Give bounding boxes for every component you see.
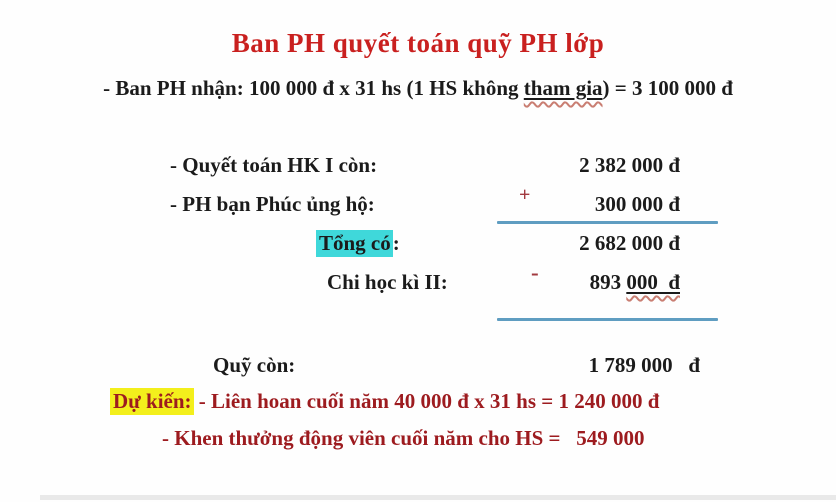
intro-underlined-text: tham gia bbox=[523, 76, 603, 100]
sum-line-bottom bbox=[497, 318, 718, 321]
intro-line bbox=[0, 76, 836, 101]
plan-heading-highlight: Dự kiến: bbox=[110, 388, 194, 415]
intro-prefix: - Ban PH nhận: 100 000 đ x 31 hs (1 HS không bbox=[103, 76, 524, 100]
row-expense-value bbox=[590, 270, 680, 295]
row-hk1-label: - Quyết toán HK I còn: bbox=[170, 153, 378, 177]
plan-line-2: - Khen thưởng động viên cuối năm cho HS = 549 000 bbox=[162, 426, 645, 450]
row-expense-label: Chi học kì II: bbox=[327, 270, 448, 294]
expense-value-main: 893 bbox=[589, 270, 627, 294]
row-donation-value: 300 000 đ bbox=[594, 192, 680, 216]
bottom-divider bbox=[40, 495, 836, 500]
result-value: 1 789 000 đ bbox=[588, 353, 700, 377]
row-total-value: 2 682 000 đ bbox=[579, 231, 680, 255]
sum-line-top bbox=[497, 221, 718, 224]
row-total-label bbox=[316, 231, 400, 256]
row-donation-label: - PH bạn Phúc ủng hộ: bbox=[170, 192, 375, 216]
total-label-colon: : bbox=[392, 231, 400, 255]
total-label-highlight: Tổng có bbox=[316, 230, 393, 257]
intro-suffix: ) = 3 100 000 đ bbox=[602, 76, 733, 100]
expense-value-underlined: 000 đ bbox=[626, 270, 680, 294]
minus-operator: - bbox=[531, 260, 539, 285]
plan-line-1-text: - Liên hoan cuối năm 40 000 đ x 31 hs = 1 240 000 đ bbox=[193, 389, 660, 413]
result-label: Quỹ còn: bbox=[213, 353, 296, 377]
plus-operator: + bbox=[519, 184, 531, 206]
page-title: Ban PH quyết toán quỹ PH lớp bbox=[231, 28, 605, 58]
plan-line-1 bbox=[110, 389, 659, 414]
row-hk1-value: 2 382 000 đ bbox=[579, 153, 680, 177]
